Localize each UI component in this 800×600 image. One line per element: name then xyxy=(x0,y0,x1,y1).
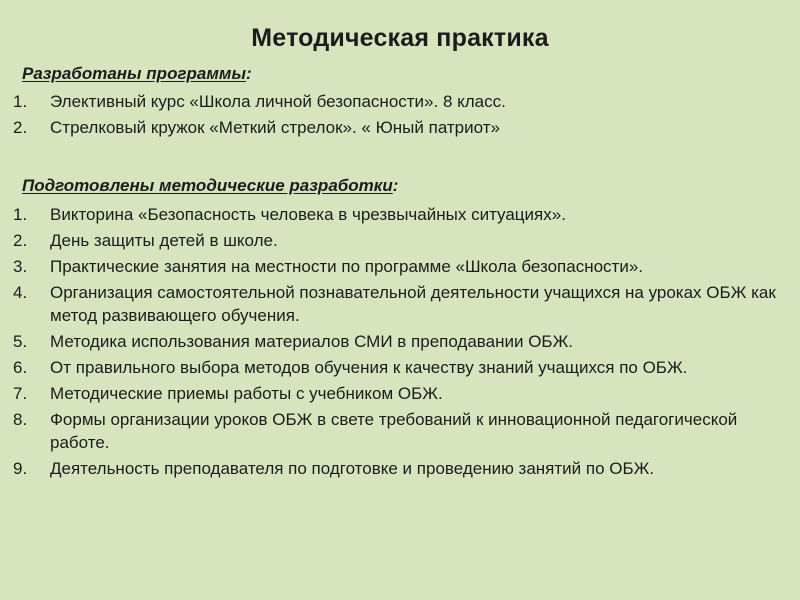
list-item xyxy=(0,356,780,379)
list-item-number: 6. xyxy=(13,358,28,377)
list-item-number: 9. xyxy=(13,459,28,478)
programs-list xyxy=(0,90,780,142)
slide-title: Методическая практика xyxy=(251,24,549,52)
list-item-text: Викторина «Безопасность человека в чрезвычайных ситуациях». xyxy=(50,205,566,224)
list-item-number: 5. xyxy=(13,332,28,351)
list-item-text: Организация самостоятельной познавательной деятельности учащихся на уроках ОБЖ как метод развивающего обучения. xyxy=(50,283,776,325)
list-item xyxy=(0,382,780,405)
list-item-text: День защиты детей в школе. xyxy=(50,231,278,250)
list-item-text: Методика использования материалов СМИ в преподавании ОБЖ. xyxy=(50,332,574,351)
list-item xyxy=(0,203,780,226)
list-item xyxy=(0,90,780,113)
list-item-text: Деятельность преподавателя по подготовке и проведению занятий по ОБЖ. xyxy=(50,459,655,478)
list-item xyxy=(0,229,780,252)
list-item-text: Методические приемы работы с учебником ОБЖ. xyxy=(50,384,443,403)
section-heading-programs-text: Разработаны программы xyxy=(22,64,247,83)
section-heading-developments-text: Подготовлены методические разработки xyxy=(22,176,393,195)
list-item-number: 1. xyxy=(13,205,28,224)
section-heading-developments-suffix: : xyxy=(392,176,399,195)
list-item-text: От правильного выбора методов обучения к качеству знаний учащихся по ОБЖ. xyxy=(50,358,688,377)
list-item-number: 2. xyxy=(13,231,28,250)
list-item xyxy=(0,457,780,480)
list-item xyxy=(0,330,780,353)
developments-list xyxy=(0,203,780,483)
list-item xyxy=(0,116,780,139)
list-item-number: 3. xyxy=(13,257,28,276)
section-heading-programs xyxy=(22,64,252,84)
list-item-number: 7. xyxy=(13,384,28,403)
list-item-number: 2. xyxy=(13,118,28,137)
list-item-text: Элективный курс «Школа личной безопасности». 8 класс. xyxy=(50,92,506,111)
list-item-number: 8. xyxy=(13,410,28,429)
list-item-number: 1. xyxy=(13,92,28,111)
section-heading-programs-suffix: : xyxy=(246,64,252,83)
list-item xyxy=(0,408,780,454)
list-item-text: Формы организации уроков ОБЖ в свете требований к инновационной педагогической работе. xyxy=(50,410,738,452)
list-item-number: 4. xyxy=(13,283,28,302)
list-item-text: Практические занятия на местности по программе «Школа безопасности». xyxy=(50,257,644,276)
list-item xyxy=(0,255,780,278)
list-item xyxy=(0,281,780,327)
list-item-text: Стрелковый кружок «Меткий стрелок». « Юный патриот» xyxy=(50,118,500,137)
section-heading-developments xyxy=(22,176,398,196)
